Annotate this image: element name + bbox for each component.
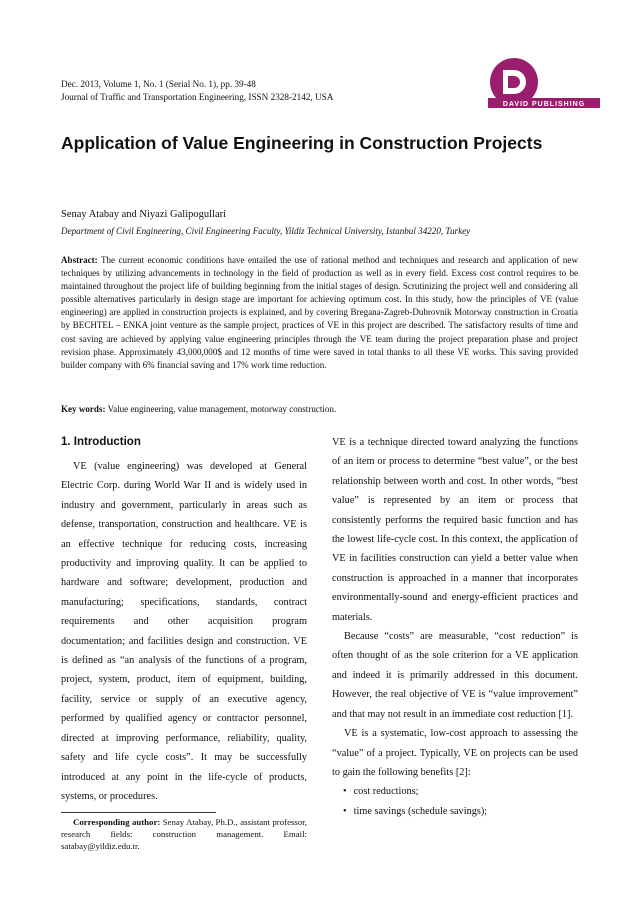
intro-paragraph-1: VE (value engineering) was developed at General Electric Corp. during World War II and is widely used in industry and government, particularly in areas such as defense, transportation, construction and healthcare. VE is an effective technique for reducing costs, increasing productivity and improving quality. It can be applied to hardware and software; development, production and manufacturing; specifications, standards, contract requirements and other acquisition program documentation; and facilities design and construction. VE is defined as “an analysis of the functions of a program, project, system, product, item of equipment, building, facility, service or supply of an executive agency, performed by qualified agency or contractor personnel, directed at improving performance, reliability, quality, safety and life cycle costs”. It may be successfully introduced at any point in the life-cycle of products, systems, or procedures. <box>61 461 307 802</box>
right-paragraph-3: VE is a systematic, low-cost approach to assessing the “value” of a project. Typically, VE on projects can be used to gain the following benefits [2]: <box>332 728 578 778</box>
abstract-text: The current economic conditions have entailed the use of rational method and techniques and research and application of new techniques by utilizing advancements in technology in the field of production as well as in every field. Excess cost control requires to be maintained throughout the project life of building beginning from the initial stages of design. Scrutinizing the project well and considering all possible alternatives particularly in design stage are important for achieving optimum cost. In this study, how the principles of VE (value engineering) are applied in construction projects is explained, and by covering Bregana-Zagreb-Dubrovnik Motorway construction in Croatia by BECHTEL – ENKA joint venture as the sample project, practices of VE in this project are described. The satisfactory results of time and cost saving are achieved by applying value engineering principles through the VE team during the project preparation phase and project revision phase. Approximately 43,000,000$ and 12 months of time were saved in total thanks to all these VE works. This saving provided builder company with 6% financial saving and 17% work time reduction. <box>61 255 578 370</box>
abstract <box>61 254 578 372</box>
section-heading-introduction: 1. Introduction <box>61 436 141 448</box>
logo-text: DAVID PUBLISHING <box>502 101 586 108</box>
paper-title: Application of Value Engineering in Construction Projects <box>61 133 543 153</box>
footnote-text: Senay Atabay, Ph.D., assistant professor, research fields: construction management. Email: satabay@yildiz.edu.tr. <box>61 817 307 851</box>
keywords <box>61 404 336 414</box>
journal-header <box>61 78 333 104</box>
keywords-text: Value engineering, value management, motorway construction. <box>107 404 337 414</box>
publisher-logo <box>474 58 600 110</box>
footnote-label: Corresponding author: <box>73 817 161 828</box>
benefits-list <box>332 782 578 821</box>
list-item: • cost reductions; <box>343 782 578 801</box>
affiliation: Department of Civil Engineering, Civil Engineering Faculty, Yildiz Technical University, Istanbul 34220, Turkey <box>61 226 471 236</box>
right-column <box>332 433 578 821</box>
right-paragraph-1: VE is a technique directed toward analyzing the functions of an item or process to determine “best value”, or the best relationship between worth and cost. In other words, “best value” is represented by an item or process that consistently performs the required basic function and has the lowest life-cycle cost. In this context, the application of VE in facilities construction can yield a better value when construction is approached in a manner that incorporates environmentally-sound and energy-efficient practices and materials. <box>332 437 578 623</box>
left-column <box>61 433 307 852</box>
authors: Senay Atabay and Niyazi Galipogullari <box>61 209 227 220</box>
journal-issue-line: Dec. 2013, Volume 1, No. 1 (Serial No. 1), pp. 39-48 <box>61 79 256 89</box>
keywords-label: Key words: <box>61 404 106 414</box>
right-paragraph-2: Because “costs” are measurable, “cost reduction” is often thought of as the sole criterion for a VE application and indeed it is primarily addressed in this document. However, the real objective of VE is “value improvement” and that may not result in an immediate cost reduction [1]. <box>332 631 578 720</box>
journal-name-line: Journal of Traffic and Transportation Engineering, ISSN 2328-2142, USA <box>61 92 334 102</box>
corresponding-author-footnote <box>61 817 307 852</box>
list-item: • time savings (schedule savings); <box>343 802 578 821</box>
abstract-label: Abstract: <box>61 255 98 265</box>
footnote-divider <box>61 812 216 813</box>
